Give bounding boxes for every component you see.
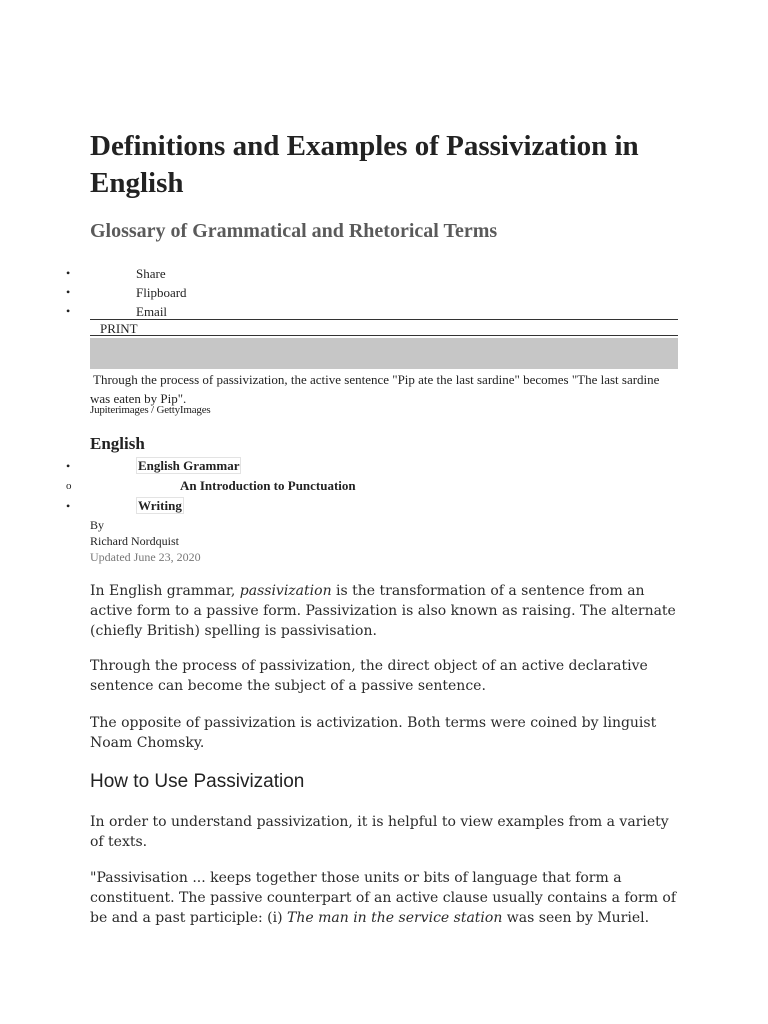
image-caption (90, 370, 676, 408)
email-link[interactable]: • Email (66, 302, 187, 321)
term-emphasis: passivization (239, 583, 332, 599)
paragraph: The opposite of passivization is activization. Both terms were coined by linguist Noam Chomsky. (90, 715, 657, 751)
article-image (90, 338, 678, 369)
category-item[interactable] (66, 496, 356, 516)
category-links (66, 456, 356, 516)
author-link[interactable]: Richard Nordquist (90, 534, 179, 548)
quote-paragraph (90, 868, 680, 928)
category-link-punctuation[interactable]: An Introduction to Punctuation (180, 478, 356, 493)
flipboard-link[interactable]: • Flipboard (66, 283, 187, 302)
article-subtitle: Glossary of Grammatical and Rhetorical Terms (90, 220, 498, 242)
category-title: English (90, 434, 145, 453)
paragraph-text: was seen by Muriel. (502, 910, 650, 926)
article-title: Definitions and Examples of Passivization in English (90, 130, 639, 199)
byline (90, 517, 201, 565)
example-emphasis: The man in the service station (287, 910, 503, 926)
paragraph (90, 581, 680, 641)
share-link[interactable]: • Share (66, 264, 187, 283)
category-item[interactable] (66, 456, 356, 476)
paragraph: In order to understand passivization, it is helpful to view examples from a variety of texts. (90, 814, 669, 850)
section-heading: How to Use Passivization (90, 771, 305, 792)
share-list (66, 264, 187, 321)
category-link-writing[interactable]: Writing (138, 498, 182, 513)
image-credit: Jupiterimages / GettyImages (90, 404, 211, 416)
paragraph: Through the process of passivization, the direct object of an active declarative sentence can become the subject of a passive sentence. (90, 658, 648, 694)
print-button[interactable]: PRINT (90, 319, 678, 336)
updated-date: Updated June 23, 2020 (90, 550, 201, 564)
caption-text: Through the process of passivization, the active sentence "Pip ate the last sardine" becomes "The last sardine was eaten by Pip". (90, 372, 660, 406)
category-subitem[interactable] (66, 476, 356, 496)
paragraph-text: is the transformation of a sentence from an active form to a passive form. Passivization is also known as raising. The alternate (chiefly British) spelling is passivisation. (90, 583, 676, 639)
paragraph-text: In English grammar, (90, 583, 240, 599)
paragraph-text: "Passivisation ... keeps together those units or bits of language that form a constituent. The passive counterpart of an active clause usually contains a form of be and a past participle: (i) (90, 870, 677, 926)
byline-by: By (90, 518, 105, 532)
category-link-english-grammar[interactable]: English Grammar (138, 458, 240, 473)
